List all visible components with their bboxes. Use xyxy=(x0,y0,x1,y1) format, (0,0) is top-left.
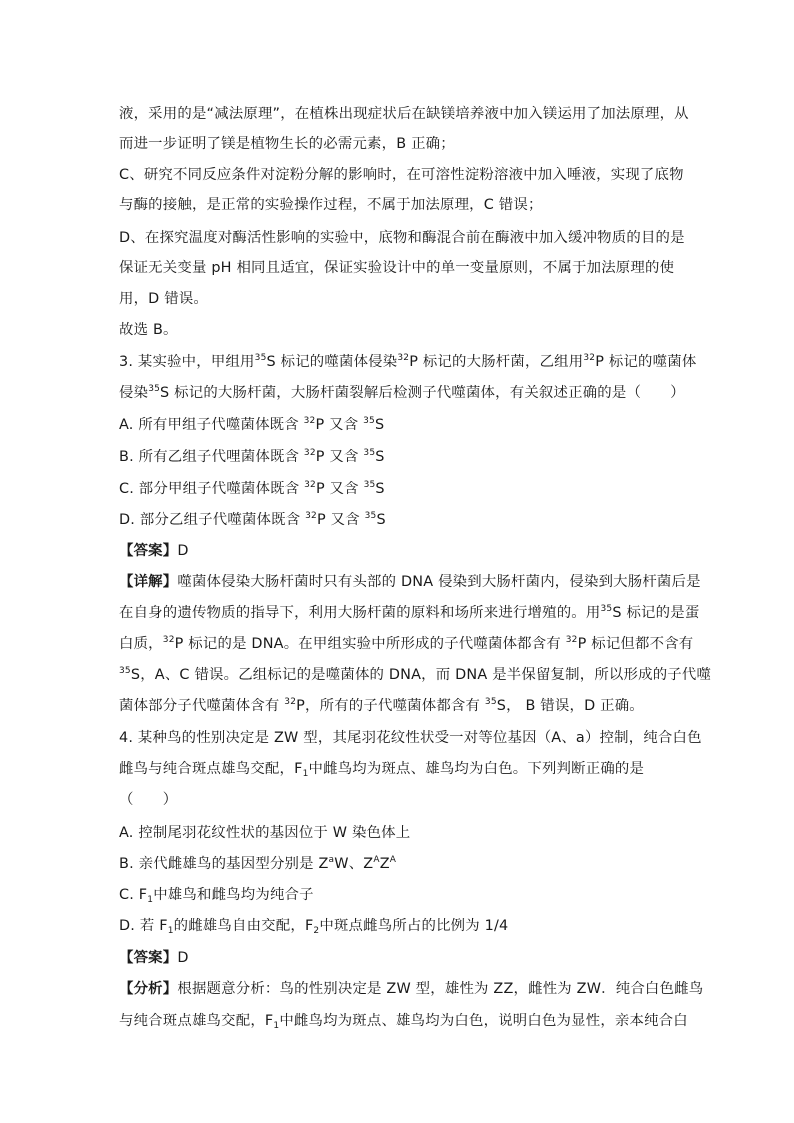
text-line: D、在探究温度对酶活性影响的实验中，底物和酶混合前在酶液中加入缓冲物质的目的是 xyxy=(119,230,685,246)
option-b: B. 所有乙组子代哩菌体既含 $^{32}$P 又含 $^{35}$S xyxy=(119,448,385,465)
explanation-line: 菌体部分子代噬菌体含有 $^{32}$P，所有的子代噬菌体都含有 $^{35}$S， B 错误，D 正确。 xyxy=(119,697,644,714)
explanation-line: 【详解】噬菌体侵染大肠杆菌时只有头部的 DNA 侵染到大肠杆菌内，侵染到大肠杆菌后是 xyxy=(119,574,701,590)
option-a: A. 控制尾羽花纹性状的基因位于 W 染色体上 xyxy=(119,825,411,841)
text-line: 液，采用的是“减法原理”，在植株出现症状后在缺镁培养液中加入镁运用了加法原理，从 xyxy=(119,106,689,122)
question-4-stem: 4. 某种鸟的性别决定是 ZW 型，其尾羽花纹性状受一对等位基因（A、a）控制，纯合白色 xyxy=(119,730,702,746)
option-c: C. 部分甲组子代噬菌体既含 $^{32}$P 又含 $^{35}$S xyxy=(119,480,385,497)
text-line: 用，D 错误。 xyxy=(119,291,209,307)
question-4-stem: 雌鸟与纯合斑点雄鸟交配，$F_1$中雌鸟均为斑点、雄鸟均为白色。下列判断正确的是 xyxy=(119,761,645,779)
explanation-line: 在自身的遗传物质的指导下，利用大肠杆菌的原料和场所来进行增殖的。用$^{35}$S 标记的是蛋 xyxy=(119,604,700,621)
question-3-stem: 侵染$^{35}$S 标记的大肠杆菌，大肠杆菌裂解后检测子代噬菌体，有关叙述正确的是（ ） xyxy=(119,384,685,401)
text-line: C、研究不同反应条件对淀粉分解的影响时，在可溶性淀粉溶液中加入唾液，实现了底物 xyxy=(119,167,684,183)
analysis-line: 【分析】根据题意分析：鸟的性别决定是 ZW 型，雄性为 ZZ，雌性为 ZW．纯合白色雌鸟 xyxy=(119,981,704,997)
answer-line: 【答案】D xyxy=(119,950,189,966)
explanation-line: $^{35}$S，A、C 错误。乙组标记的是噬菌体的 DNA，而 DNA 是半保留复制，所以形成的子代噬 xyxy=(119,666,712,683)
explanation-line: 白质，$^{32}$P 标记的是 DNA。在甲组实验中所形成的子代噬菌体都含有 $^{32}$P 标记但都不含有 xyxy=(119,635,694,652)
option-b: B. 亲代雌雄鸟的基因型分别是 $Z^aW$、$Z^AZ^A$ xyxy=(119,855,397,872)
option-a: A. 所有甲组子代噬菌体既含 $^{32}$P 又含 $^{35}$S xyxy=(119,416,385,433)
option-d: D. 若 $F_1$的雌雄鸟自由交配，$F_2$中斑点雌鸟所占的比例为 1/4 xyxy=(119,918,509,936)
text-line: 与酶的接触，是正常的实验操作过程，不属于加法原理，C 错误； xyxy=(119,197,543,213)
option-d: D. 部分乙组子代噬菌体既含 $^{32}$P 又含 $^{35}$S xyxy=(119,511,386,528)
answer-line: 【答案】D xyxy=(119,543,189,559)
question-4-stem: （ ） xyxy=(119,792,178,808)
text-line: 保证无关变量 pH 相同且适宜，保证实验设计中的单一变量原则，不属于加法原理的使 xyxy=(119,260,675,276)
text-line: 而进一步证明了镁是植物生长的必需元素，B 正确； xyxy=(119,136,455,152)
option-c: C. $F_1$中雄鸟和雌鸟均为纯合子 xyxy=(119,887,314,905)
text-line: 故选 B。 xyxy=(119,322,178,338)
question-3-stem: 3. 某实验中，甲组用$^{35}$S 标记的噬菌体侵染$^{32}$P 标记的大肠杆菌，乙组用$^{32}$P 标记的噬菌体 xyxy=(119,353,697,370)
analysis-line: 与纯合斑点雄鸟交配，$F_1$中雌鸟均为斑点、雄鸟均为白色，说明白色为显性，亲本纯合白 xyxy=(119,1013,688,1031)
